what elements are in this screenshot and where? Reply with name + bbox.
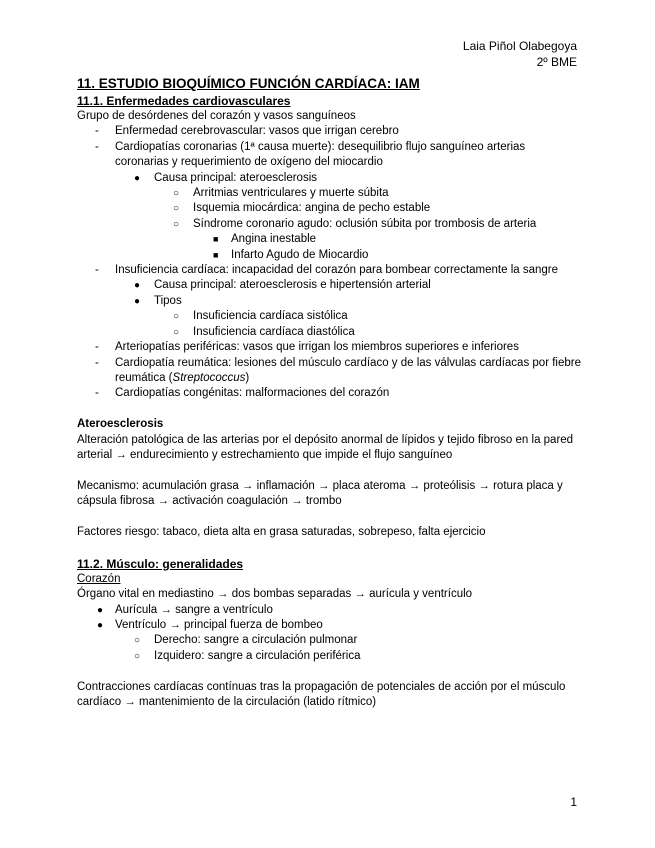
list-item-text: Isquemia miocárdica: angina de pecho estable xyxy=(193,202,431,215)
list-item-text: Causa principal: ateroesclerosis e hipertensión arterial xyxy=(154,279,431,292)
list-item-text xyxy=(115,357,581,384)
list-item-text: Cardiopatías congénitas: malformaciones del corazón xyxy=(115,387,390,400)
dash-marker: - xyxy=(95,387,99,400)
section-heading-2: 11.2. Músculo: generalidades xyxy=(77,556,244,571)
list-item xyxy=(77,618,582,633)
list-item xyxy=(77,124,582,139)
list-item-text: Tipos xyxy=(154,294,182,307)
bullet-marker: ● xyxy=(97,604,104,616)
document-title: 11. ESTUDIO BIOQUÍMICO FUNCIÓN CARDÍACA: IAM xyxy=(77,76,420,91)
dash-marker: - xyxy=(95,356,99,369)
list-item-text: Derecho: sangre a circulación pulmonar xyxy=(154,634,358,647)
dash-marker: - xyxy=(95,125,99,138)
risk-factors-text: Factores riesgo: tabaco, dieta alta en grasa saturadas, sobrepeso, falta ejercicio xyxy=(77,525,486,538)
list-item xyxy=(77,278,582,293)
list-item xyxy=(77,603,582,618)
list-item xyxy=(77,232,582,247)
corazon-intro: Órgano vital en mediastino → dos bombas separadas → aurícula y ventrículo xyxy=(77,588,473,601)
circle-marker: ○ xyxy=(173,311,180,323)
list-item-text: Arritmias ventriculares y muerte súbita xyxy=(193,187,389,200)
list-item xyxy=(77,649,582,664)
bullet-marker: ● xyxy=(134,172,141,184)
text-run: ) xyxy=(245,371,250,384)
square-marker: ■ xyxy=(213,234,219,245)
ateroesclerosis-definition: Alteración patológica de las arterias por el depósito anormal de lípidos y tejido fibroso en la pared arterial → endurecimiento y estrechamiento que impide el flujo sanguíneo xyxy=(77,433,574,461)
list-item-text: Izquidero: sangre a circulación periférica xyxy=(154,649,361,662)
list-item-text: Causa principal: ateroesclerosis xyxy=(154,171,317,184)
dash-marker: - xyxy=(95,140,99,153)
ateroesclerosis-heading: Ateroesclerosis xyxy=(77,418,164,431)
list-item-text: Síndrome coronario agudo: oclusión súbita por trombosis de arteria xyxy=(193,217,537,230)
circle-marker: ○ xyxy=(173,326,180,338)
list-item-text: Ventrículo → principal fuerza de bombeo xyxy=(115,618,323,631)
mechanism-text: Mecanismo: acumulación grasa → inflamación → placa ateroma → proteólisis → rotura placa y cápsula fibrosa → activación coagulación → trombo xyxy=(77,479,563,508)
dash-marker: - xyxy=(95,341,99,354)
square-marker: ■ xyxy=(213,249,219,260)
list-item xyxy=(77,325,582,340)
list-item-text: Insuficiencia cardíaca sistólica xyxy=(193,310,348,323)
list-item xyxy=(77,340,582,355)
circle-marker: ○ xyxy=(173,188,180,200)
page-number: 1 xyxy=(570,795,577,809)
list-item xyxy=(77,263,582,278)
list-item xyxy=(77,248,582,263)
list-item-text: Insuficiencia cardíaca: incapacidad del corazón para bombear correctamente la sangre xyxy=(115,264,559,277)
list-item xyxy=(77,309,582,324)
list-item xyxy=(77,171,582,186)
list-item xyxy=(77,356,582,387)
section-heading-1: 11.1. Enfermedades cardiovasculares xyxy=(77,94,291,108)
list-item-text: Aurícula → sangre a ventrículo xyxy=(115,603,273,616)
list-item xyxy=(77,633,582,648)
section-intro: Grupo de desórdenes del corazón y vasos sanguíneos xyxy=(77,110,356,122)
list-item xyxy=(77,294,582,309)
list-item-text: Infarto Agudo de Miocardio xyxy=(231,248,369,261)
list-item-text: Angina inestable xyxy=(231,233,317,246)
bullet-marker: ● xyxy=(134,295,141,307)
course-label: 2º BME xyxy=(536,55,577,69)
contractions-text: Contracciones cardíacas contínuas tras la propagación de potenciales de acción por el músculo cardíaco → mantenimiento de la circulación (latido rítmico) xyxy=(77,680,566,708)
list-item-text: Enfermedad cerebrovascular: vasos que irrigan cerebro xyxy=(115,125,399,138)
circle-marker: ○ xyxy=(173,218,180,230)
dash-marker: - xyxy=(95,264,99,277)
italic-term: Streptococcus xyxy=(172,371,246,384)
list-item-text: Cardiopatías coronarias (1ª causa muerte): desequilibrio flujo sanguíneo arterias coronarias y requerimiento de oxígeno del miocardio xyxy=(115,140,526,169)
list-item-text: Insuficiencia cardíaca diastólica xyxy=(193,325,355,338)
list-item xyxy=(77,386,582,401)
bullet-marker: ● xyxy=(134,280,141,292)
list-item-text: Arteriopatías periféricas: vasos que irrigan los miembros superiores e inferiores xyxy=(115,341,519,354)
list-item xyxy=(77,217,582,232)
circle-marker: ○ xyxy=(134,650,141,662)
text-run: Cardiopatía reumática: lesiones del músculo cardíaco y de las válvulas cardíacas por fiebre reumática ( xyxy=(115,356,581,384)
list-item xyxy=(77,186,582,201)
circle-marker: ○ xyxy=(173,203,180,215)
author-name: Laia Piñol Olabegoya xyxy=(462,39,577,53)
document-body xyxy=(77,75,582,710)
list-item xyxy=(77,140,582,171)
subheading-corazon: Corazón xyxy=(77,572,121,585)
circle-marker: ○ xyxy=(134,635,141,647)
list-item xyxy=(77,201,582,216)
bullet-marker: ● xyxy=(97,619,104,631)
